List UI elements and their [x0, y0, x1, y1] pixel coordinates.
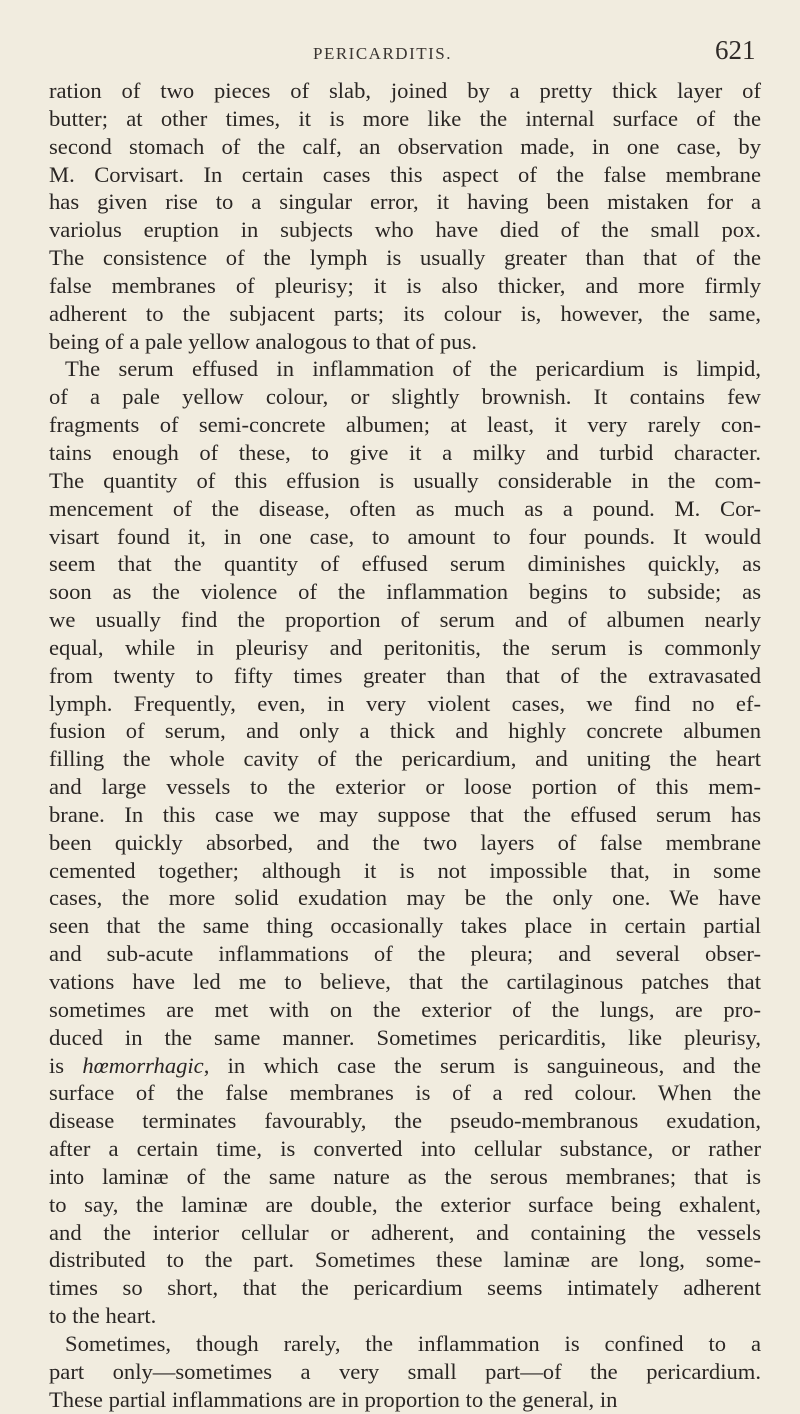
text-line: and large vessels to the exterior or loose portion of this mem- — [49, 774, 761, 800]
text-line: Sometimes, though rarely, the inflammation is confined to a — [65, 1330, 761, 1356]
text-line: sometimes are met with on the exterior of the lungs, are pro- — [49, 996, 761, 1022]
body-text — [49, 77, 761, 1414]
text-line: fragments of semi-concrete albumen; at least, it very rarely con- — [49, 412, 761, 438]
text-line: from twenty to fifty times greater than that of the extravasated — [49, 662, 761, 688]
text-line: filling the whole cavity of the pericardium, and uniting the heart — [49, 746, 761, 772]
text-line: mencement of the disease, often as much as a pound. M. Cor- — [49, 495, 761, 521]
text-line: we usually find the proportion of serum and of albumen nearly — [49, 607, 761, 633]
text-line: butter; at other times, it is more like the internal surface of the — [49, 105, 761, 131]
text-line: distributed to the part. Sometimes these laminæ are long, some- — [49, 1247, 761, 1273]
running-title: PERICARDITIS. — [313, 44, 452, 63]
text-line: duced in the same manner. Sometimes pericarditis, like pleurisy, — [49, 1024, 761, 1050]
text-line: disease terminates favourably, the pseudo-membranous exudation, — [49, 1108, 761, 1134]
text-line: adherent to the subjacent parts; its colour is, however, the same, — [49, 300, 761, 326]
text-line: fusion of serum, and only a thick and highly concrete albumen — [49, 718, 761, 744]
text-line: equal, while in pleurisy and peritonitis, the serum is commonly — [49, 634, 761, 660]
text-line: has given rise to a singular error, it having been mistaken for a — [49, 189, 761, 215]
text-line: and sub-acute inflammations of the pleura; and several obser- — [49, 941, 761, 967]
text-line: vations have led me to believe, that the cartilaginous patches that — [49, 969, 761, 994]
text-line — [49, 1052, 761, 1080]
text-line: The serum effused in inflammation of the pericardium is limpid, — [65, 356, 761, 382]
text-line: The consistence of the lymph is usually greater than that of the — [49, 245, 761, 271]
text-segment: is — [49, 1052, 83, 1078]
text-line: brane. In this case we may suppose that the effused serum has — [49, 801, 761, 827]
text-line: These partial inflammations are in proportion to the general, in — [49, 1386, 618, 1412]
text-line: cases, the more solid exudation may be the only one. We have — [49, 885, 761, 911]
text-line: false membranes of pleurisy; it is also thicker, and more firmly — [49, 272, 761, 298]
text-line: visart found it, in one case, to amount to four pounds. It would — [49, 523, 761, 549]
text-line: and the interior cellular or adherent, and containing the vessels — [49, 1219, 761, 1245]
text-line: ration of two pieces of slab, joined by a pretty thick layer of — [49, 78, 761, 103]
text-line: to say, the laminæ are double, the exterior surface being exhalent, — [49, 1191, 761, 1217]
text-line: M. Corvisart. In certain cases this aspect of the false membrane — [49, 161, 761, 187]
text-line: The quantity of this effusion is usually considerable in the com- — [49, 467, 761, 493]
text-line: soon as the violence of the inflammation begins to subside; as — [49, 579, 761, 605]
text-line: being of a pale yellow analogous to that of pus. — [49, 328, 477, 354]
text-line: times so short, that the pericardium seems intimately adherent — [49, 1275, 761, 1301]
text-line: seem that the quantity of effused serum diminishes quickly, as — [49, 551, 761, 577]
text-line: after a certain time, is converted into cellular substance, or rather — [49, 1136, 761, 1162]
text-line: of a pale yellow colour, or slightly brownish. It contains few — [49, 384, 761, 410]
text-line: seen that the same thing occasionally takes place in certain partial — [49, 913, 761, 939]
text-line: to the heart. — [49, 1303, 157, 1329]
text-line: been quickly absorbed, and the two layers of false membrane — [49, 829, 761, 855]
text-line: cemented together; although it is not impossible that, in some — [49, 857, 761, 883]
text-line: surface of the false membranes is of a red colour. When the — [49, 1080, 761, 1106]
text-line: variolus eruption in subjects who have died of the small pox. — [49, 217, 761, 243]
text-line: tains enough of these, to give it a milky and turbid character. — [49, 439, 761, 465]
text-line: second stomach of the calf, an observation made, in one case, by — [49, 133, 761, 159]
text-line: lymph. Frequently, even, in very violent cases, we find no ef- — [49, 690, 761, 716]
page-number: 621 — [715, 35, 756, 65]
italic-term: hœmorrhagic — [82, 1052, 204, 1078]
text-line: into laminæ of the same nature as the serous membranes; that is — [49, 1163, 761, 1189]
text-segment: , in which case the serum is sanguineous, and the — [203, 1052, 761, 1078]
text-line: part only—sometimes a very small part—of the pericardium. — [49, 1358, 761, 1384]
